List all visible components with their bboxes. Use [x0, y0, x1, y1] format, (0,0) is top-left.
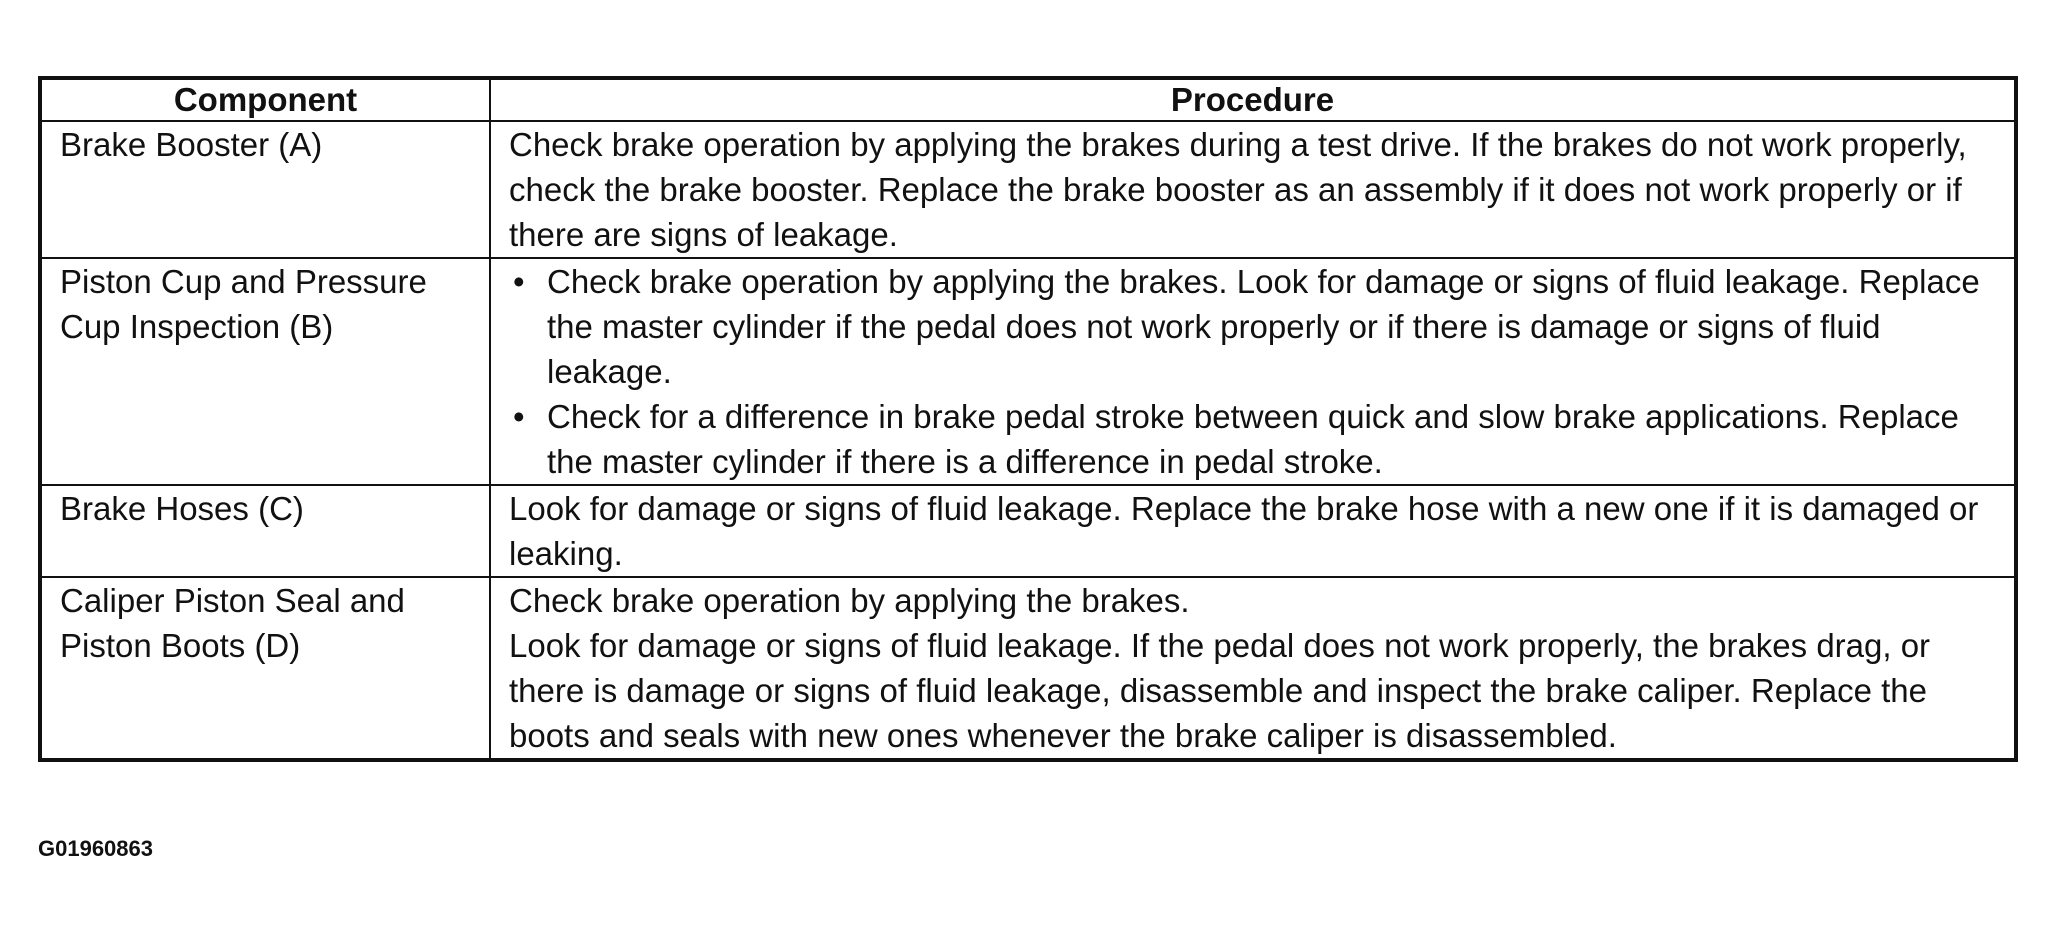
bullet-icon: •: [513, 398, 525, 435]
header-component: Component: [40, 78, 490, 121]
table-row-piston-cup: [40, 258, 2016, 485]
procedure-line: Check brake operation by applying the brakes.: [509, 582, 1190, 619]
procedure-line: Look for damage or signs of fluid leakage. If the pedal does not work properly, the brakes drag, or there is damage or signs of fluid leakage, disassemble and inspect the brake caliper. Replace the boots and seals with new ones whenever the brake caliper is disassembled.: [509, 627, 1931, 754]
procedure-cell: Look for damage or signs of fluid leakage. Replace the brake hose with a new one if it is damaged or leaking.: [490, 485, 2016, 577]
component-cell: Brake Hoses (C): [40, 485, 490, 577]
bullet-icon: •: [513, 263, 525, 300]
list-item: [509, 394, 2004, 484]
procedure-table-container: [38, 76, 2018, 762]
figure-id-label: G01960863: [38, 836, 153, 861]
table-row-caliper: [40, 577, 2016, 760]
procedure-cell: [490, 577, 2016, 760]
table-row-brake-booster: [40, 121, 2016, 258]
procedure-cell: [490, 258, 2016, 485]
procedure-cell: Check brake operation by applying the brakes during a test drive. If the brakes do not work properly, check the brake booster. Replace the brake booster as an assembly if it does not work properly or if there are signs of leakage.: [490, 121, 2016, 258]
list-item: [509, 259, 2004, 394]
bullet-text: Check brake operation by applying the brakes. Look for damage or signs of fluid leakage. Replace the master cylinder if the pedal does not work properly or if there is damage or signs of fluid leakage.: [547, 263, 1980, 390]
procedure-table: [38, 76, 2018, 762]
component-cell: Brake Booster (A): [40, 121, 490, 258]
component-cell: Piston Cup and Pressure Cup Inspection (B): [40, 258, 490, 485]
table-header-row: [40, 78, 2016, 121]
header-procedure: Procedure: [490, 78, 2016, 121]
bullet-text: Check for a difference in brake pedal stroke between quick and slow brake applications. Replace the master cylinder if there is a difference in pedal stroke.: [547, 398, 1959, 480]
table-row-brake-hoses: [40, 485, 2016, 577]
procedure-bullet-list: [509, 259, 2004, 484]
component-cell: Caliper Piston Seal and Piston Boots (D): [40, 577, 490, 760]
